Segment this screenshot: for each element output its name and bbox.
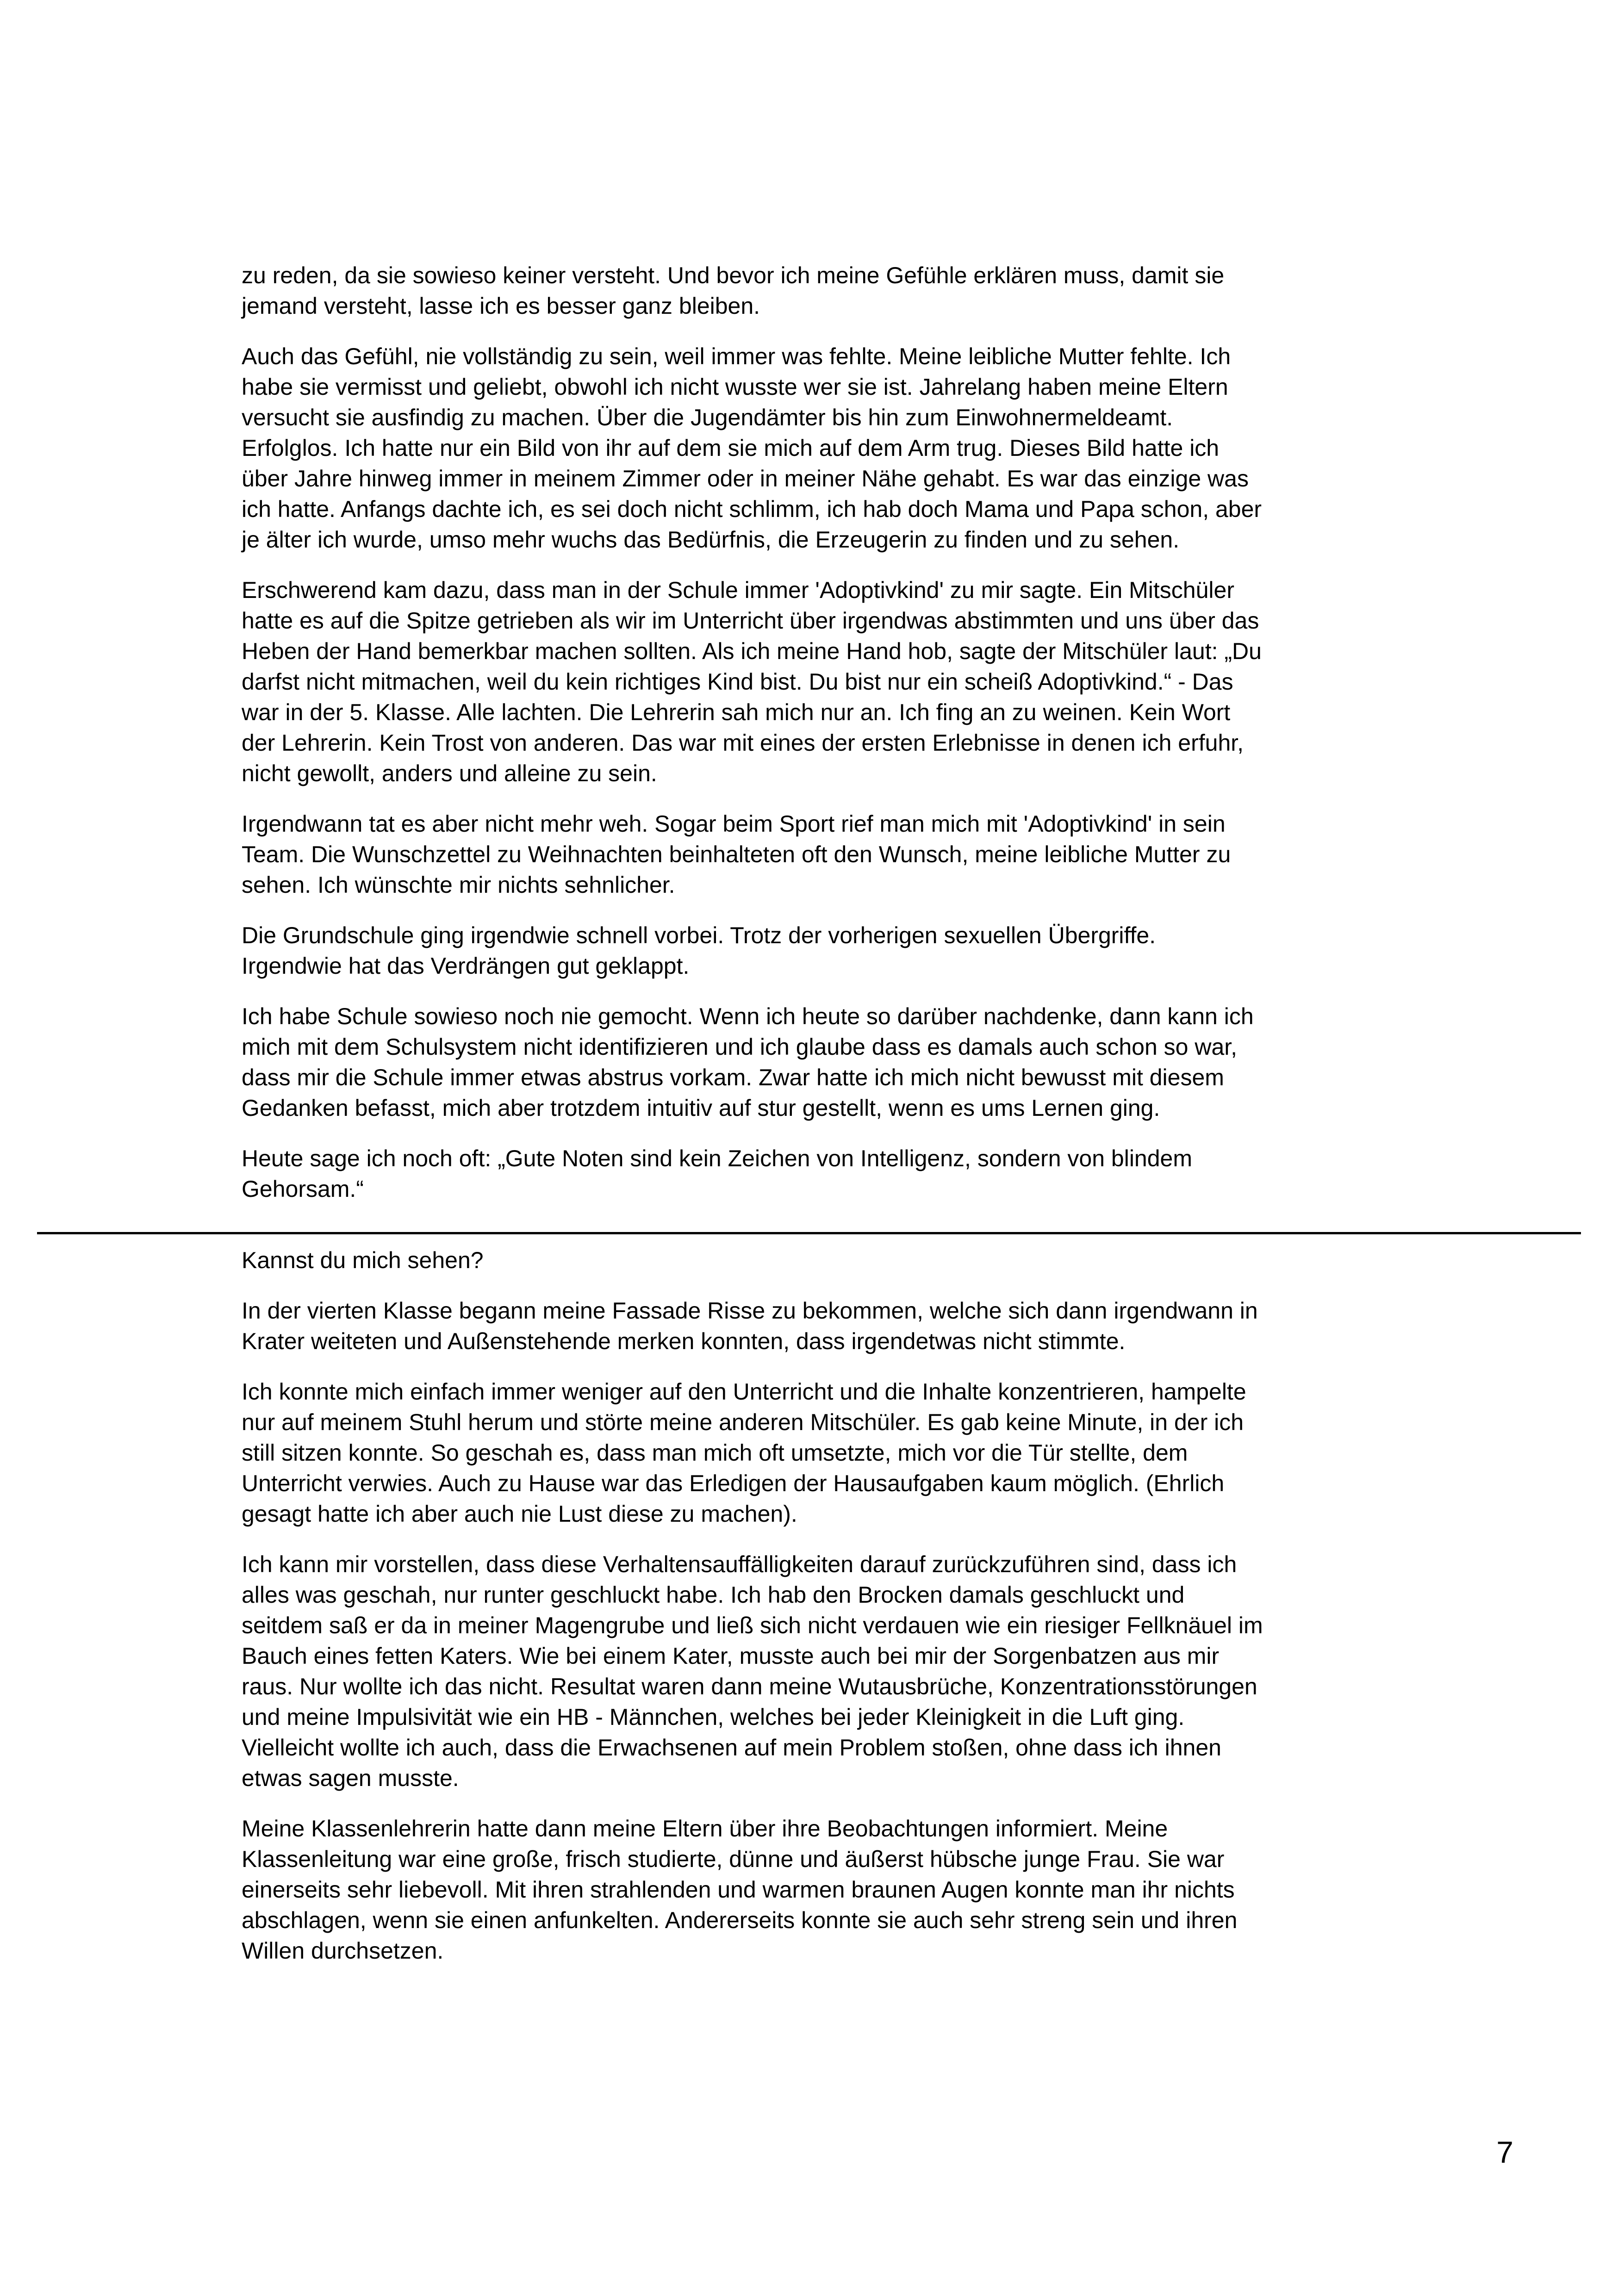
bottom-text-section <box>242 1245 1389 1966</box>
top-text-section <box>242 260 1389 1204</box>
paragraph: Die Grundschule ging irgendwie schnell vorbei. Trotz der vorherigen sexuellen Übergriffe. Irgendwie hat das Verdrängen gut geklappt. <box>242 922 1156 979</box>
paragraph: In der vierten Klasse begann meine Fassade Risse zu bekommen, welche sich dann irgendwann in Krater weiteten und Außenstehende merken konnten, dass irgendetwas nicht stimmte. <box>242 1298 1258 1354</box>
paragraph: Heute sage ich noch oft: „Gute Noten sind kein Zeichen von Intelligenz, sondern von blindem Gehorsam.“ <box>242 1145 1193 1202</box>
paragraph: Ich konnte mich einfach immer weniger auf den Unterricht und die Inhalte konzentrieren, hampelte nur auf meinem Stuhl herum und störte meine anderen Mitschüler. Es gab keine Minute, in der ich still sitzen konnte. So geschah es, dass man mich oft umsetzte, mich vor die Tür stellte, dem Unterricht verwies. Auch zu Hause war das Erledigen der Hausaufgaben kaum möglich. (Ehrlich gesagt hatte ich aber auch nie Lust diese zu machen). <box>242 1379 1246 1527</box>
paragraph: Erschwerend kam dazu, dass man in der Schule immer 'Adoptivkind' zu mir sagte. Ein Mitschüler hatte es auf die Spitze getrieben als wir im Unterricht über irgendwas abstimmten und uns über das Heben der Hand bemerkbar machen sollten. Als ich meine Hand hob, sagte der Mitschüler laut: „Du darfst nicht mitmachen, weil du kein richtiges Kind bist. Du bist nur ein scheiß Adoptivkind.“ - Das war in der 5. Klasse. Alle lachten. Die Lehrerin sah mich nur an. Ich fing an zu weinen. Kein Wort der Lehrerin. Kein Trost von anderen. Das war mit eines der ersten Erlebnisse in denen ich erfuhr, nicht gewollt, anders und alleine zu sein. <box>242 577 1262 786</box>
paragraph: Meine Klassenlehrerin hatte dann meine Eltern über ihre Beobachtungen informiert. Meine Klassenleitung war eine große, frisch studierte, dünne und äußerst hübsche junge Frau. Sie war einerseits sehr liebevoll. Mit ihren strahlenden und warmen braunen Augen konnte man ihr nichts abschlagen, wenn sie einen anfunkelten. Andererseits konnte sie auch sehr streng sein und ihren Willen durchsetzen. <box>242 1816 1238 1964</box>
paragraph: Irgendwann tat es aber nicht mehr weh. Sogar beim Sport rief man mich mit 'Adoptivkind' in sein Team. Die Wunschzettel zu Weihnachten beinhalteten oft den Wunsch, meine leibliche Mutter zu sehen. Ich wünschte mir nichts sehnlicher. <box>242 811 1231 898</box>
section-heading: Kannst du mich sehen? <box>242 1247 484 1273</box>
section-divider <box>37 1232 1581 1234</box>
paragraph: Ich kann mir vorstellen, dass diese Verhaltensauffälligkeiten darauf zurückzuführen sind, dass ich alles was geschah, nur runter geschluckt habe. Ich hab den Brocken damals geschluckt und seitdem saß er da in meiner Magengrube und ließ sich nicht verdauen wie ein riesiger Fellknäuel im Bauch eines fetten Katers. Wie bei einem Kater, musste auch bei mir der Sorgenbatzen aus mir raus. Nur wollte ich das nicht. Resultat waren dann meine Wutausbrüche, Konzentrationsstörungen und meine Impulsivität wie ein HB - Männchen, welches bei jeder Kleinigkeit in die Luft ging. Vielleicht wollte ich auch, dass die Erwachsenen auf mein Problem stoßen, ohne dass ich ihnen etwas sagen musste. <box>242 1551 1263 1791</box>
paragraph: zu reden, da sie sowieso keiner versteht. Und bevor ich meine Gefühle erklären muss, damit sie jemand versteht, lasse ich es besser ganz bleiben. <box>242 262 1225 319</box>
paragraph: Auch das Gefühl, nie vollständig zu sein, weil immer was fehlte. Meine leibliche Mutter fehlte. Ich habe sie vermisst und geliebt, obwohl ich nicht wusste wer sie ist. Jahrelang haben meine Eltern versucht sie ausfindig zu machen. Über die Jugendämter bis hin zum Einwohnermeldeamt. Erfolglos. Ich hatte nur ein Bild von ihr auf dem sie mich auf dem Arm trug. Dieses Bild hatte ich über Jahre hinweg immer in meinem Zimmer oder in meiner Nähe gehabt. Es war das einzige was ich hatte. Anfangs dachte ich, es sei doch nicht schlimm, ich hab doch Mama und Papa schon, aber je älter ich wurde, umso mehr wuchs das Bedürfnis, die Erzeugerin zu finden und zu sehen. <box>242 343 1262 553</box>
page-number: 7 <box>1496 2135 1513 2169</box>
paragraph: Ich habe Schule sowieso noch nie gemocht. Wenn ich heute so darüber nachdenke, dann kann ich mich mit dem Schulsystem nicht identifizieren und ich glaube dass es damals auch schon so war, dass mir die Schule immer etwas abstrus vorkam. Zwar hatte ich mich nicht bewusst mit diesem Gedanken befasst, mich aber trotzdem intuitiv auf stur gestellt, wenn es ums Lernen ging. <box>242 1003 1254 1121</box>
